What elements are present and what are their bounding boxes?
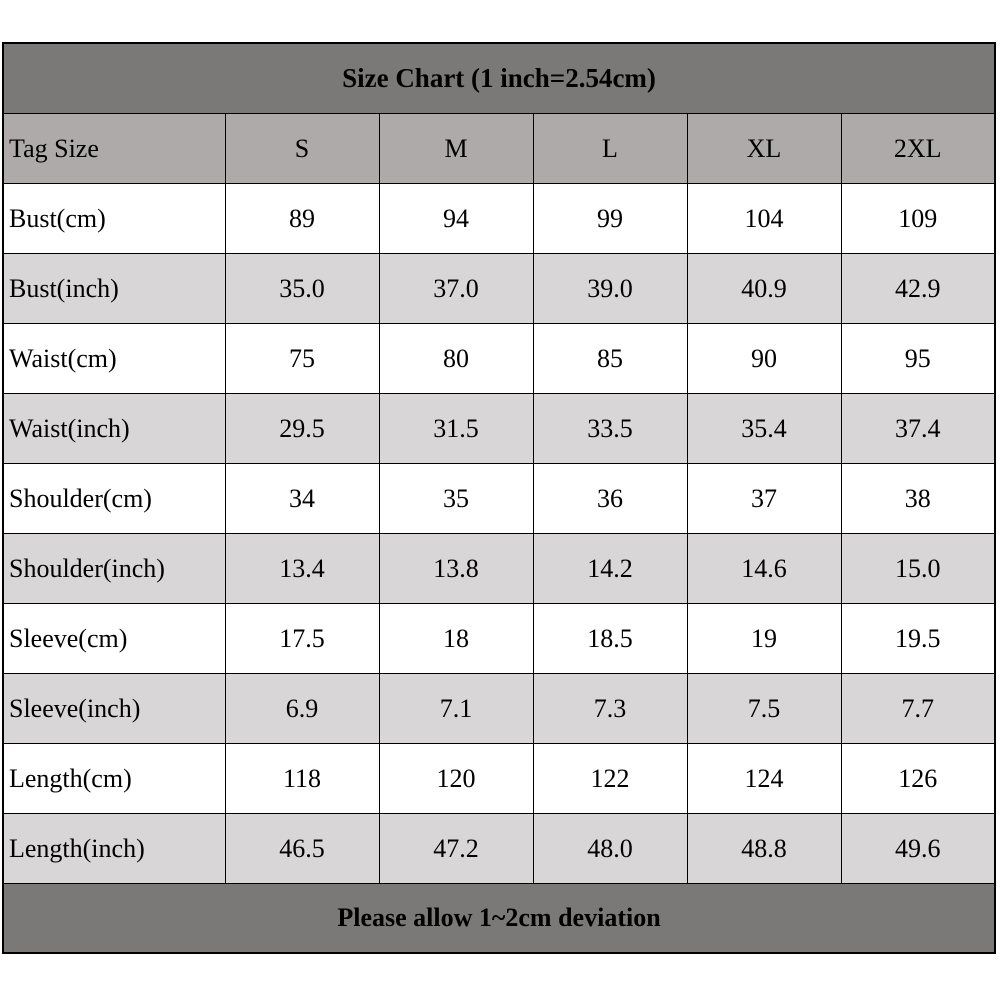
row-label: Bust(inch) — [3, 254, 225, 324]
table-cell: 109 — [841, 184, 995, 254]
table-cell: 36 — [533, 464, 687, 534]
table-cell: 29.5 — [225, 394, 379, 464]
row-label: Sleeve(inch) — [3, 674, 225, 744]
table-cell: 120 — [379, 744, 533, 814]
table-cell: 94 — [379, 184, 533, 254]
table-row — [3, 744, 995, 814]
table-cell: 19 — [687, 604, 841, 674]
table-cell: 6.9 — [225, 674, 379, 744]
table-cell: 80 — [379, 324, 533, 394]
table-row — [3, 464, 995, 534]
table-cell: 35.4 — [687, 394, 841, 464]
size-chart-table — [2, 42, 996, 954]
table-cell: 14.2 — [533, 534, 687, 604]
table-cell: 18 — [379, 604, 533, 674]
footer-row — [3, 884, 995, 954]
table-cell: 38 — [841, 464, 995, 534]
table-cell: 17.5 — [225, 604, 379, 674]
table-cell: 90 — [687, 324, 841, 394]
table-cell: 49.6 — [841, 814, 995, 884]
table-cell: 13.4 — [225, 534, 379, 604]
table-cell: 37.0 — [379, 254, 533, 324]
table-cell: 40.9 — [687, 254, 841, 324]
table-cell: 46.5 — [225, 814, 379, 884]
table-cell: 85 — [533, 324, 687, 394]
table-cell: 7.5 — [687, 674, 841, 744]
table-cell: 118 — [225, 744, 379, 814]
table-cell: 18.5 — [533, 604, 687, 674]
table-cell: 42.9 — [841, 254, 995, 324]
table-row — [3, 814, 995, 884]
table-cell: 7.3 — [533, 674, 687, 744]
table-cell: 48.8 — [687, 814, 841, 884]
header-size-2xl: 2XL — [841, 114, 995, 184]
title-row — [3, 43, 995, 114]
row-label: Length(inch) — [3, 814, 225, 884]
table-cell: 99 — [533, 184, 687, 254]
table-cell: 19.5 — [841, 604, 995, 674]
table-cell: 47.2 — [379, 814, 533, 884]
table-cell: 15.0 — [841, 534, 995, 604]
header-size-l: L — [533, 114, 687, 184]
table-cell: 122 — [533, 744, 687, 814]
table-row — [3, 254, 995, 324]
header-row — [3, 114, 995, 184]
table-cell: 14.6 — [687, 534, 841, 604]
table-row — [3, 534, 995, 604]
table-cell: 124 — [687, 744, 841, 814]
table-cell: 75 — [225, 324, 379, 394]
table-cell: 31.5 — [379, 394, 533, 464]
deviation-note: Please allow 1~2cm deviation — [3, 884, 995, 954]
row-label: Sleeve(cm) — [3, 604, 225, 674]
table-cell: 33.5 — [533, 394, 687, 464]
table-row — [3, 674, 995, 744]
table-row — [3, 394, 995, 464]
table-cell: 35 — [379, 464, 533, 534]
table-cell: 7.7 — [841, 674, 995, 744]
table-cell: 89 — [225, 184, 379, 254]
header-size-m: M — [379, 114, 533, 184]
row-label: Waist(inch) — [3, 394, 225, 464]
table-row — [3, 324, 995, 394]
table-cell: 7.1 — [379, 674, 533, 744]
table-cell: 48.0 — [533, 814, 687, 884]
table-cell: 95 — [841, 324, 995, 394]
table-cell: 126 — [841, 744, 995, 814]
header-size-s: S — [225, 114, 379, 184]
row-label: Length(cm) — [3, 744, 225, 814]
row-label: Shoulder(inch) — [3, 534, 225, 604]
table-cell: 39.0 — [533, 254, 687, 324]
chart-title: Size Chart (1 inch=2.54cm) — [3, 43, 995, 114]
table-row — [3, 184, 995, 254]
table-cell: 37.4 — [841, 394, 995, 464]
table-cell: 34 — [225, 464, 379, 534]
table-cell: 35.0 — [225, 254, 379, 324]
table-cell: 104 — [687, 184, 841, 254]
table-row — [3, 604, 995, 674]
header-size-xl: XL — [687, 114, 841, 184]
row-label: Waist(cm) — [3, 324, 225, 394]
table-cell: 13.8 — [379, 534, 533, 604]
header-label: Tag Size — [3, 114, 225, 184]
table-cell: 37 — [687, 464, 841, 534]
row-label: Shoulder(cm) — [3, 464, 225, 534]
row-label: Bust(cm) — [3, 184, 225, 254]
